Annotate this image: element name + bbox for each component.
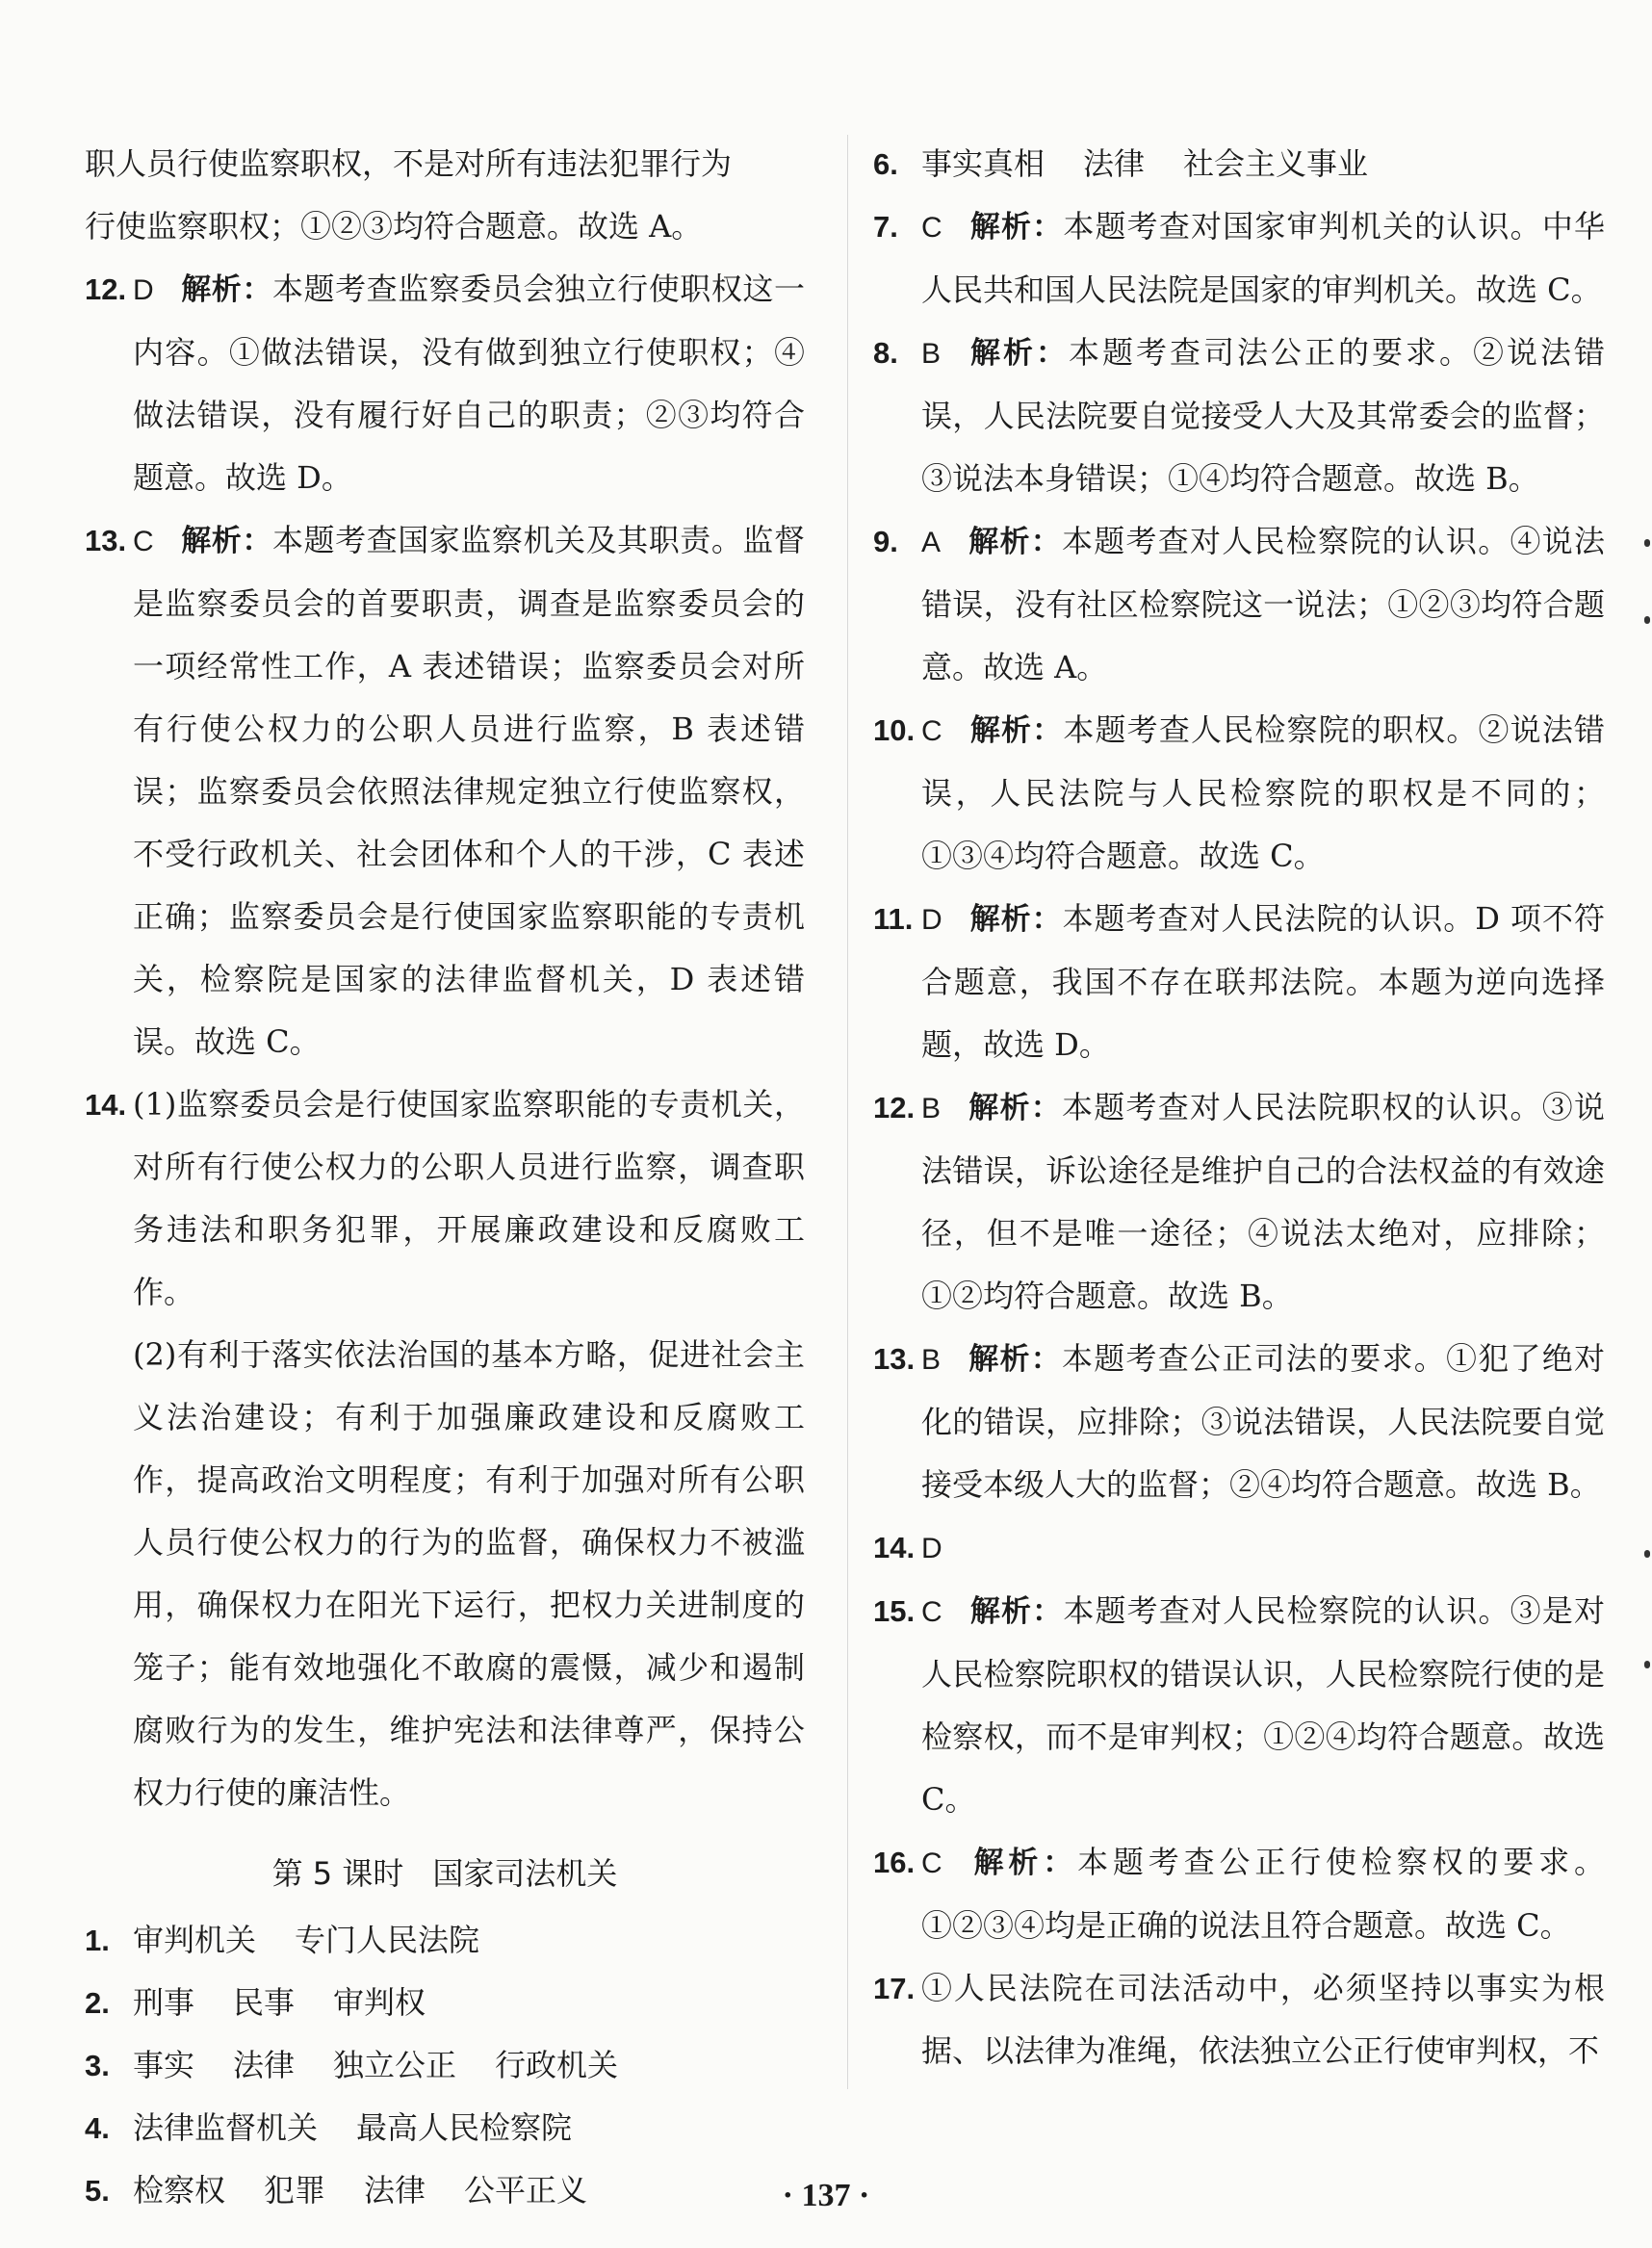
- answer-item-8: [873, 322, 1605, 510]
- item-number: 2.: [85, 1986, 110, 2020]
- analysis-label: 解析：: [968, 1342, 1063, 1377]
- item-number: 1.: [85, 1924, 110, 1957]
- continued-text-line-1: 职人员行使监察职权，不是对所有违法犯罪行为: [85, 145, 733, 182]
- answer-letter: C: [921, 715, 942, 747]
- fill-answer: 独立公正: [333, 2047, 457, 2083]
- answer-item-17: [873, 1957, 1605, 2082]
- answer-letter: B: [921, 338, 942, 370]
- answer-item-12: [873, 1076, 1605, 1328]
- fill-answer: 审判机关: [133, 1922, 257, 1958]
- lesson-heading: [85, 1842, 805, 1905]
- item-number: 15.: [873, 1594, 916, 1628]
- lesson-number: 第 5 课时: [271, 1855, 404, 1892]
- answer-part-2: (2)有利于落实依法治国的基本方略，促进社会主义法治建设；有利于加强廉政建设和反腐败工作，提高政治文明程度；有利于加强对所有公职人员行使公权力的行为的监督，确保权力不被滥用，确保权力在阳光下运行，把权力关进制度的笼子；能有效地强化不敢腐的震慑，减少和遏制腐败行为的发生，维护宪法和法律尊严，保持公权力行使的廉洁性。: [133, 1336, 805, 1811]
- answer-letter: C: [133, 526, 154, 557]
- answer-text: ①人民法院在司法活动中，必须坚持以事实为根据、以法律为准绳，依法独立公正行使审判权，不: [921, 1970, 1605, 2069]
- analysis-text: 本题考查对人民法院职权的认识。③说法错误，诉讼途径是维护自己的合法权益的有效途径，但不是唯一途径；④说法太绝对，应排除；①②均符合题意。故选 B。: [921, 1089, 1605, 1314]
- analysis-label: 解析：: [968, 525, 1063, 559]
- column-divider: [847, 135, 848, 2089]
- item-number: 13.: [85, 524, 127, 557]
- item-number: 11.: [873, 902, 914, 936]
- fill-answer: 民事: [233, 1984, 296, 2021]
- answer-item-7: [873, 195, 1605, 322]
- analysis-label: 解析：: [968, 1846, 1078, 1880]
- item-number: 14.: [85, 1088, 127, 1122]
- answer-item-9: [873, 510, 1605, 699]
- answer-item-14: [873, 1516, 1605, 1580]
- fill-answer: 审判权: [333, 1984, 426, 2021]
- item-number: 6.: [873, 147, 898, 181]
- answer-item-12: [85, 258, 805, 509]
- right-column: [873, 133, 1605, 2082]
- analysis-text: 本题考查国家监察机关及其职责。监督是监察委员会的首要职责，调查是监察委员会的一项经常性工作，A 表述错误；监察委员会对所有行使公权力的公职人员进行监察，B 表述错误；监察委员会依照法律规定独立行使监察权，不受行政机关、社会团体和个人的干涉，C 表述正确；监察委员会是行使国家监察职能的专责机关，检察院是国家的法律监督机关，D 表述错误。故选 C。: [133, 522, 805, 1060]
- analysis-text: 本题考查公正行使检察权的要求。①②③④均是正确的说法且符合题意。故选 C。: [921, 1844, 1605, 1944]
- analysis-text: 本题考查司法公正的要求。②说法错误，人民法院要自觉接受人大及其常委会的监督；③说法本身错误；①④均符合题意。故选 B。: [921, 334, 1605, 497]
- answer-letter: D: [921, 904, 942, 936]
- answer-letter: D: [921, 1533, 942, 1564]
- analysis-label: 解析：: [968, 902, 1063, 937]
- analysis-text: 本题考查对人民法院的认识。D 项不符合题意，我国不存在联邦法院。本题为逆向选择题，故选 D。: [921, 900, 1605, 1063]
- item-number: 12.: [873, 1091, 916, 1124]
- analysis-text: 本题考查对国家审判机关的认识。中华人民共和国人民法院是国家的审判机关。故选 C。: [921, 208, 1605, 308]
- left-column: [85, 133, 805, 2222]
- item-number: 7.: [873, 210, 898, 244]
- fill-answer: 事实真相: [921, 145, 1045, 182]
- answer-item-13: [85, 509, 805, 1073]
- answer-item-14: [85, 1073, 805, 1824]
- binding-mark: [1644, 1550, 1650, 1558]
- fill-answer: 事实: [133, 2047, 195, 2083]
- item-number: 5.: [85, 2174, 110, 2208]
- analysis-label: 解析：: [968, 713, 1064, 748]
- page-number: · 137 ·: [782, 2178, 870, 2213]
- answer-part-1: (1)监察委员会是行使国家监察职能的专责机关，对所有行使公权力的公职人员进行监察，调查职务违法和职务犯罪，开展廉政建设和反腐败工作。: [133, 1086, 805, 1310]
- answer-item-15: [873, 1580, 1605, 1831]
- continued-text-line-2: 行使监察职权；①②③均符合题意。故选 A。: [85, 208, 703, 245]
- item-number: 4.: [85, 2111, 110, 2145]
- analysis-label: 解析：: [180, 524, 272, 558]
- analysis-label: 解析：: [968, 1594, 1064, 1629]
- fill-answer: 法律: [1083, 145, 1146, 182]
- analysis-text: 本题考查人民检察院的职权。②说法错误，人民法院与人民检察院的职权是不同的；①③④均符合题意。故选 C。: [921, 711, 1605, 874]
- fill-answer: 法律监督机关: [133, 2109, 319, 2146]
- fill-answer: 专门人民法院: [295, 1922, 480, 1958]
- analysis-text: 本题考查对人民检察院的认识。③是对人民检察院职权的错误认识，人民检察院行使的是检察权，而不是审判权；①②④均符合题意。故选 C。: [921, 1592, 1605, 1818]
- fill-answer: 刑事: [133, 1984, 195, 2021]
- item-number: 14.: [873, 1531, 916, 1564]
- fill-answer: 检察权: [133, 2172, 226, 2209]
- lesson-title: 国家司法机关: [432, 1855, 618, 1892]
- item-number: 10.: [873, 713, 916, 747]
- binding-mark: [1644, 616, 1650, 624]
- analysis-label: 解析：: [968, 210, 1064, 245]
- answer-letter: B: [921, 1344, 942, 1376]
- answer-item-16: [873, 1831, 1605, 1957]
- fill-item-3: [85, 2034, 805, 2097]
- answer-letter: C: [921, 1596, 942, 1628]
- fill-answer: 犯罪: [264, 2172, 326, 2209]
- item-number: 8.: [873, 336, 898, 370]
- fill-item-4: [85, 2097, 805, 2159]
- analysis-label: 解析：: [968, 336, 1070, 371]
- answer-letter: D: [133, 274, 154, 306]
- answer-item-10: [873, 699, 1605, 888]
- analysis-text: 本题考查对人民检察院的认识。④说法错误，没有社区检察院这一说法；①②③均符合题意。故选 A。: [921, 523, 1605, 685]
- binding-mark: [1644, 539, 1650, 547]
- answer-letter: B: [921, 1093, 942, 1124]
- answer-item-13: [873, 1328, 1605, 1516]
- answer-letter: A: [921, 527, 942, 558]
- fill-item-6: [873, 133, 1605, 195]
- fill-answer: 社会主义事业: [1183, 145, 1369, 182]
- answer-item-11: [873, 888, 1605, 1076]
- fill-answer: 法律: [233, 2047, 296, 2083]
- item-number: 9.: [873, 525, 898, 558]
- fill-answer: 最高人民检察院: [356, 2109, 573, 2146]
- item-number: 13.: [873, 1342, 916, 1376]
- binding-mark: [1644, 1661, 1650, 1668]
- analysis-label: 解析：: [180, 272, 272, 307]
- fill-item-1: [85, 1909, 805, 1972]
- analysis-text: 本题考查公正司法的要求。①犯了绝对化的错误，应排除；③说法错误，人民法院要自觉接受本级人大的监督；②④均符合题意。故选 B。: [921, 1340, 1605, 1503]
- item-number: 3.: [85, 2049, 110, 2082]
- item-number: 16.: [873, 1846, 916, 1879]
- item-number: 12.: [85, 272, 127, 306]
- analysis-text: 本题考查监察委员会独立行使职权这一内容。①做法错误，没有做到独立行使职权；④做法错误，没有履行好自己的职责；②③均符合题意。故选 D。: [133, 271, 805, 496]
- answer-letter: C: [921, 212, 942, 244]
- fill-answer: 公平正义: [464, 2172, 588, 2209]
- item-number: 17.: [873, 1972, 916, 2005]
- answer-letter: C: [921, 1847, 942, 1879]
- fill-item-2: [85, 1972, 805, 2034]
- fill-answer: 行政机关: [495, 2047, 619, 2083]
- analysis-label: 解析：: [968, 1091, 1063, 1125]
- fill-answer: 法律: [364, 2172, 426, 2209]
